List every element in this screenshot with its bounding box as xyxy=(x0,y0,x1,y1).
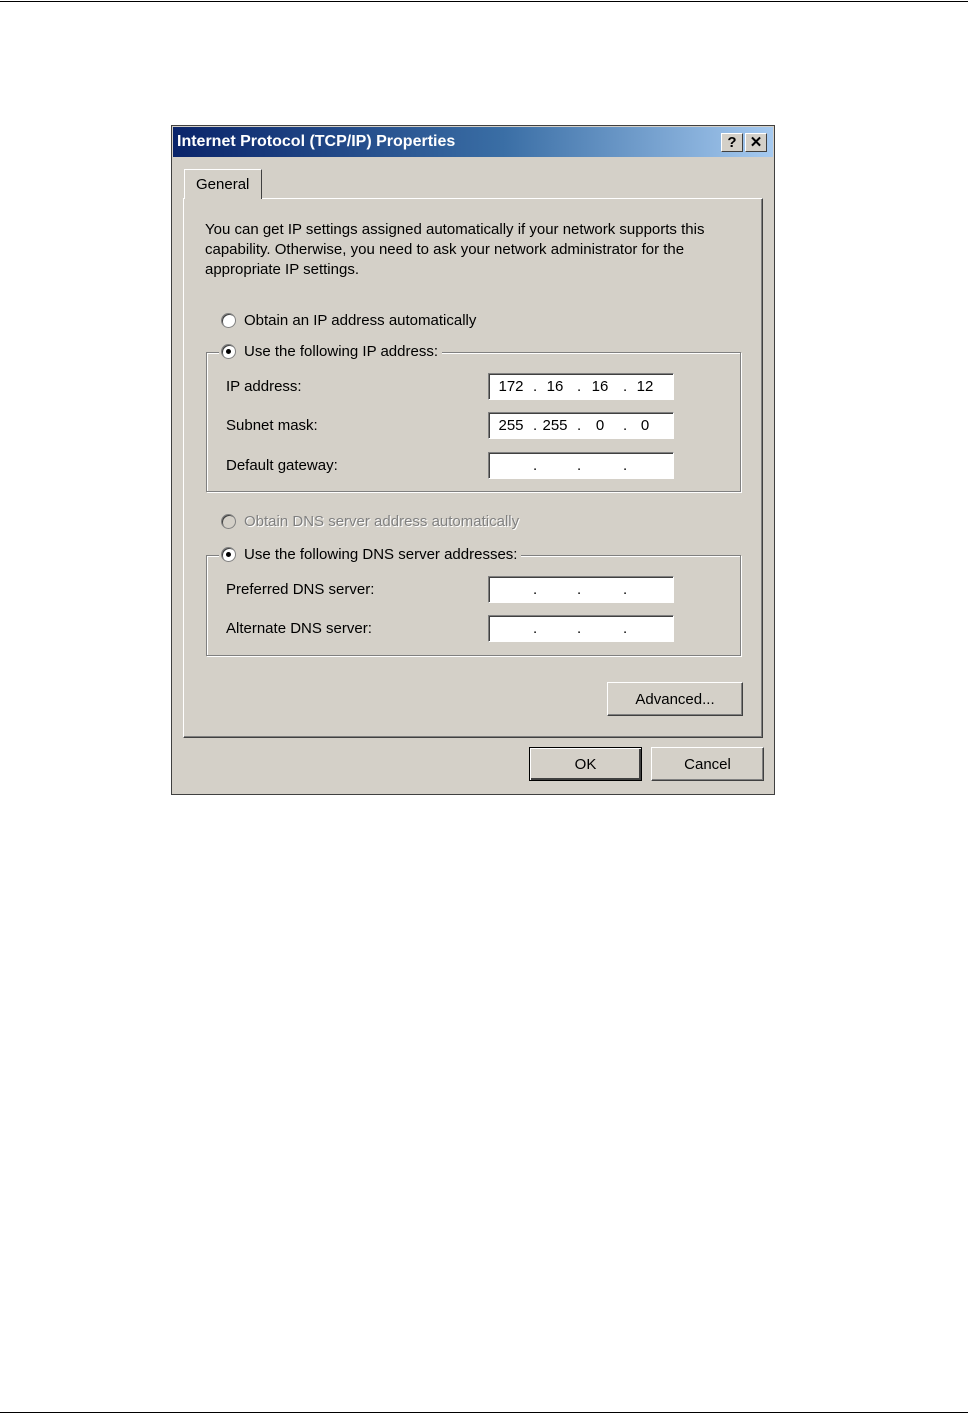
preferred-dns-label: Preferred DNS server: xyxy=(226,581,375,598)
page-bottom-rule xyxy=(0,1412,968,1413)
radio-checked-icon xyxy=(221,344,236,359)
obtain-ip-auto-label: Obtain an IP address automatically xyxy=(244,312,477,329)
ip-octet-4: 12 xyxy=(636,378,654,395)
ip-octet-1: 172 xyxy=(498,378,524,395)
subnet-octet-4: 0 xyxy=(640,417,650,434)
octet-separator: . xyxy=(533,457,538,474)
ip-address-input[interactable] xyxy=(488,373,674,400)
subnet-mask-label: Subnet mask: xyxy=(226,417,318,434)
octet-separator: . xyxy=(623,457,628,474)
cancel-button[interactable]: Cancel xyxy=(651,747,764,781)
intro-text: You can get IP settings assigned automatically if your network supports this capability. Otherwise, you need to ask your network administrator for the appropriate IP settings. xyxy=(205,221,705,278)
ip-address-label: IP address: xyxy=(226,378,302,395)
octet-separator: . xyxy=(577,417,582,434)
use-following-dns-label: Use the following DNS server addresses: xyxy=(244,546,518,563)
default-gateway-label: Default gateway: xyxy=(226,457,338,474)
use-following-ip-radio[interactable] xyxy=(219,343,442,360)
page-top-rule xyxy=(0,1,968,2)
octet-separator: . xyxy=(623,620,628,637)
subnet-mask-input[interactable] xyxy=(488,412,674,439)
octet-separator: . xyxy=(577,581,582,598)
title-bar[interactable] xyxy=(173,127,773,157)
octet-separator: . xyxy=(623,417,628,434)
obtain-ip-auto-radio[interactable] xyxy=(221,312,476,329)
octet-separator: . xyxy=(577,378,582,395)
alternate-dns-input[interactable] xyxy=(488,615,674,642)
ok-button[interactable]: OK xyxy=(529,747,642,781)
subnet-octet-1: 255 xyxy=(498,417,524,434)
preferred-dns-input[interactable] xyxy=(488,576,674,603)
tcpip-properties-dialog xyxy=(171,125,775,795)
default-gateway-input[interactable] xyxy=(488,452,674,479)
tab-general-label: General xyxy=(196,176,250,193)
use-following-ip-label: Use the following IP address: xyxy=(244,343,438,360)
use-following-dns-radio[interactable] xyxy=(219,546,521,563)
close-button[interactable]: ✕ xyxy=(745,133,767,152)
tab-general[interactable] xyxy=(184,169,262,199)
radio-checked-icon xyxy=(221,547,236,562)
octet-separator: . xyxy=(533,378,538,395)
obtain-dns-auto-radio xyxy=(221,513,519,530)
octet-separator: . xyxy=(533,620,538,637)
subnet-octet-3: 0 xyxy=(595,417,605,434)
ip-octet-3: 16 xyxy=(591,378,609,395)
radio-unchecked-icon xyxy=(221,313,236,328)
octet-separator: . xyxy=(577,620,582,637)
alternate-dns-label: Alternate DNS server: xyxy=(226,620,372,637)
dialog-title: Internet Protocol (TCP/IP) Properties xyxy=(177,133,456,150)
subnet-octet-2: 255 xyxy=(542,417,568,434)
advanced-button[interactable]: Advanced... xyxy=(607,682,743,716)
obtain-dns-auto-label: Obtain DNS server address automatically xyxy=(244,513,520,530)
ip-octet-2: 16 xyxy=(546,378,564,395)
octet-separator: . xyxy=(533,581,538,598)
octet-separator: . xyxy=(623,581,628,598)
octet-separator: . xyxy=(577,457,582,474)
octet-separator: . xyxy=(533,417,538,434)
radio-disabled-icon xyxy=(221,514,236,529)
help-button[interactable]: ? xyxy=(721,133,743,152)
octet-separator: . xyxy=(623,378,628,395)
